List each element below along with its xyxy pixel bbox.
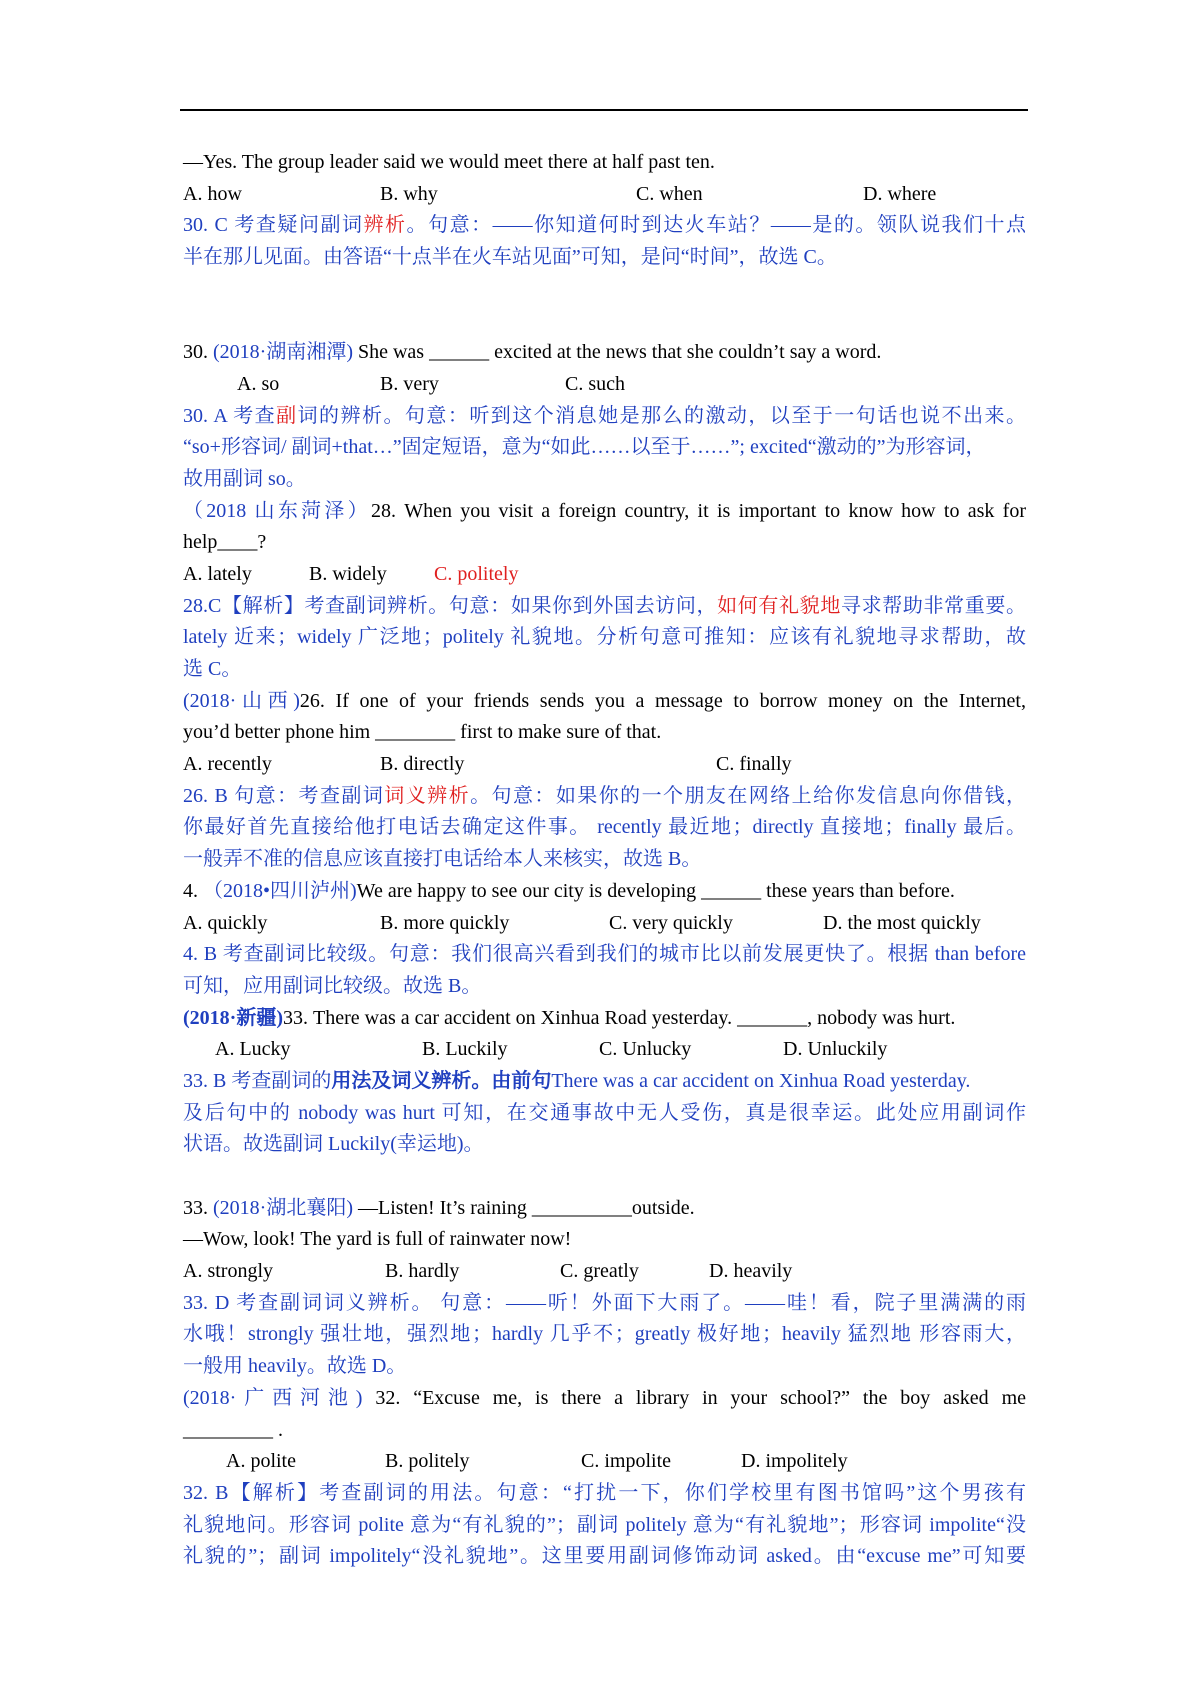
- q4-option-d: D. the most quickly: [823, 911, 981, 934]
- q28-option-c: C. politely: [434, 562, 519, 585]
- q4-option-b: B. more quickly: [380, 911, 510, 934]
- q33a-answer-line-2: 及后句中的 nobody was hurt 可知，在交通事故中无人受伤，真是很幸运。此处应用副词作: [183, 1101, 1026, 1124]
- q33b-option-a: A. strongly: [183, 1260, 273, 1283]
- q33a-options: [183, 1034, 1026, 1066]
- q28-options: [183, 559, 1026, 591]
- q33b-option-d: D. heavily: [709, 1260, 793, 1283]
- q30-stem: 30. (2018·湖南湘潭) She was ______ excited at the news that she couldn’t say a word.: [183, 341, 882, 364]
- q26-option-c: C. finally: [716, 753, 792, 776]
- q29-answer-line-1: 30. C 考查疑问副词辨析。句意：——你知道何时到达火车站？——是的。领队说我们十点: [183, 214, 1027, 237]
- q29-dialogue-line: —Yes. The group leader said we would meet there at half past ten.: [183, 151, 715, 173]
- q30-options: [183, 369, 1026, 401]
- q33a-stem: (2018·新疆)33. There was a car accident on Xinhua Road yesterday. _______, nobody was hurt.: [183, 1006, 956, 1029]
- q30-answer-line-2: “so+形容词/ 副词+that…”固定短语，意为“如此……以至于……”; excited“激动的”为形容词，: [183, 436, 986, 459]
- q4-stem: 4. （2018•四川泸州)We are happy to see our city is developing ______ these years than before.: [183, 879, 955, 902]
- q26-answer-line-3: 一般弄不准的信息应该直接打电话给本人来核实，故选 B。: [183, 848, 702, 871]
- q32-stem-line-1: (2018·广西河池) 32. “Excuse me, is there a library in your school?” the boy asked me: [183, 1386, 1027, 1409]
- q28-answer-line-1: 28.C【解析】考查副词辨析。句意：如果你到外国去访问，如何有礼貌地寻求帮助非常重要。: [183, 594, 1027, 617]
- q26-answer-line-1: 26. B 句意：考查副词词义辨析。句意：如果你的一个朋友在网络上给你发信息向你借钱，: [183, 784, 1027, 807]
- q26-stem-line-2: you’d better phone him ________ first to make sure of that.: [183, 721, 662, 744]
- q33b-stem: 33. (2018·湖北襄阳) —Listen! It’s raining __________outside.: [183, 1196, 695, 1219]
- q32-options: [183, 1446, 1026, 1478]
- q33a-option-b: B. Luckily: [422, 1038, 508, 1061]
- q30-answer-line-1: 30. A 考查副词的辨析。句意：听到这个消息她是那么的激动，以至于一句话也说不出来。: [183, 404, 1027, 427]
- q33a-answer-line-1: 33. B 考查副词的用法及词义辨析。由前句There was a car accident on Xinhua Road yesterday.: [183, 1069, 971, 1092]
- q28-stem-line-2: help____?: [183, 531, 267, 554]
- q28-stem-line-1: （2018 山东菏泽）28. When you visit a foreign country, it is important to know how to ask for: [183, 499, 1026, 522]
- q32-stem-line-2: _________ .: [183, 1418, 283, 1441]
- q33a-option-d: D. Unluckily: [783, 1038, 888, 1061]
- q33a-answer-line-3: 状语。故选副词 Luckily(幸运地)。: [183, 1133, 484, 1156]
- question-content: [183, 147, 1026, 1573]
- q32-answer-line-3: 礼貌的”；副词 impolitely“没礼貌地”。这里要用副词修饰动词 asked。由“excuse me”可知要: [183, 1545, 1026, 1568]
- q26-option-a: A. recently: [183, 753, 272, 776]
- q26-option-b: B. directly: [380, 753, 465, 776]
- q29-answer-line-2: 半在那儿见面。由答语“十点半在火车站见面”可知，是问“时间”，故选 C。: [183, 246, 837, 269]
- q28-option-a: A. lately: [183, 562, 252, 585]
- q33a-option-c: C. Unlucky: [599, 1038, 692, 1061]
- q4-answer-line-1: 4. B 考查副词比较级。句意：我们很高兴看到我们的城市比以前发展更快了。根据 than before: [183, 943, 1026, 966]
- q32-answer-line-2: 礼貌地问。形容词 polite 意为“有礼貌的”；副词 politely 意为“有礼貌地”；形容词 impolite“没: [183, 1513, 1026, 1536]
- q4-option-a: A. quickly: [183, 911, 268, 934]
- q33b-options: [183, 1256, 1026, 1288]
- q33b-option-c: C. greatly: [560, 1260, 639, 1283]
- q32-option-b: B. politely: [385, 1450, 470, 1473]
- q29-option-b: B. why: [380, 182, 438, 205]
- q32-option-c: C. impolite: [581, 1450, 671, 1473]
- q28-answer-line-2: lately 近来；widely 广泛地；politely 礼貌地。分析句意可推知：应该有礼貌地寻求帮助，故: [183, 626, 1026, 649]
- q4-answer-line-2: 可知，应用副词比较级。故选 B。: [183, 974, 482, 997]
- q29-option-c: C. when: [636, 182, 703, 205]
- q28-option-b: B. widely: [309, 562, 387, 585]
- q26-answer-line-2: 你最好首先直接给他打电话去确定这件事。 recently 最近地；directly 直接地；finally 最后。: [183, 816, 1026, 839]
- q30-answer-line-3: 故用副词 so。: [183, 467, 306, 490]
- q33a-option-a: A. Lucky: [215, 1038, 291, 1061]
- q29-options: [183, 179, 1026, 211]
- q33b-option-b: B. hardly: [385, 1260, 460, 1283]
- header-rule: [180, 109, 1028, 111]
- q26-options: [183, 749, 1026, 781]
- q30-option-b: B. very: [380, 372, 439, 395]
- q33b-answer-line-1: 33. D 考查副词词义辨析。 句意：——听！外面下大雨了。——哇！看，院子里满满的雨: [183, 1291, 1026, 1314]
- q4-options: [183, 908, 1026, 940]
- q32-answer-line-1: 32. B【解析】考查副词的用法。句意：“打扰一下，你们学校里有图书馆吗”这个男孩有: [183, 1481, 1026, 1504]
- q29-option-d: D. where: [863, 182, 937, 205]
- q30-option-c: C. such: [565, 372, 625, 395]
- q28-answer-line-3: 选 C。: [183, 658, 242, 680]
- q32-option-a: A. polite: [226, 1450, 296, 1473]
- q4-option-c: C. very quickly: [609, 911, 733, 934]
- q26-stem-line-1: (2018·山西)26. If one of your friends sends you a message to borrow money on the Internet,: [183, 689, 1026, 712]
- q30-option-a: A. so: [237, 372, 280, 395]
- q32-option-d: D. impolitely: [741, 1450, 848, 1473]
- q33b-answer-line-2: 水哦！strongly 强壮地，强烈地；hardly 几乎不；greatly 极好地；heavily 猛烈地 形容雨大，: [183, 1323, 1026, 1346]
- q29-option-a: A. how: [183, 182, 242, 205]
- q33b-answer-line-3: 一般用 heavily。故选 D。: [183, 1355, 407, 1378]
- q33b-stem-line-2: —Wow, look! The yard is full of rainwater now!: [183, 1228, 572, 1251]
